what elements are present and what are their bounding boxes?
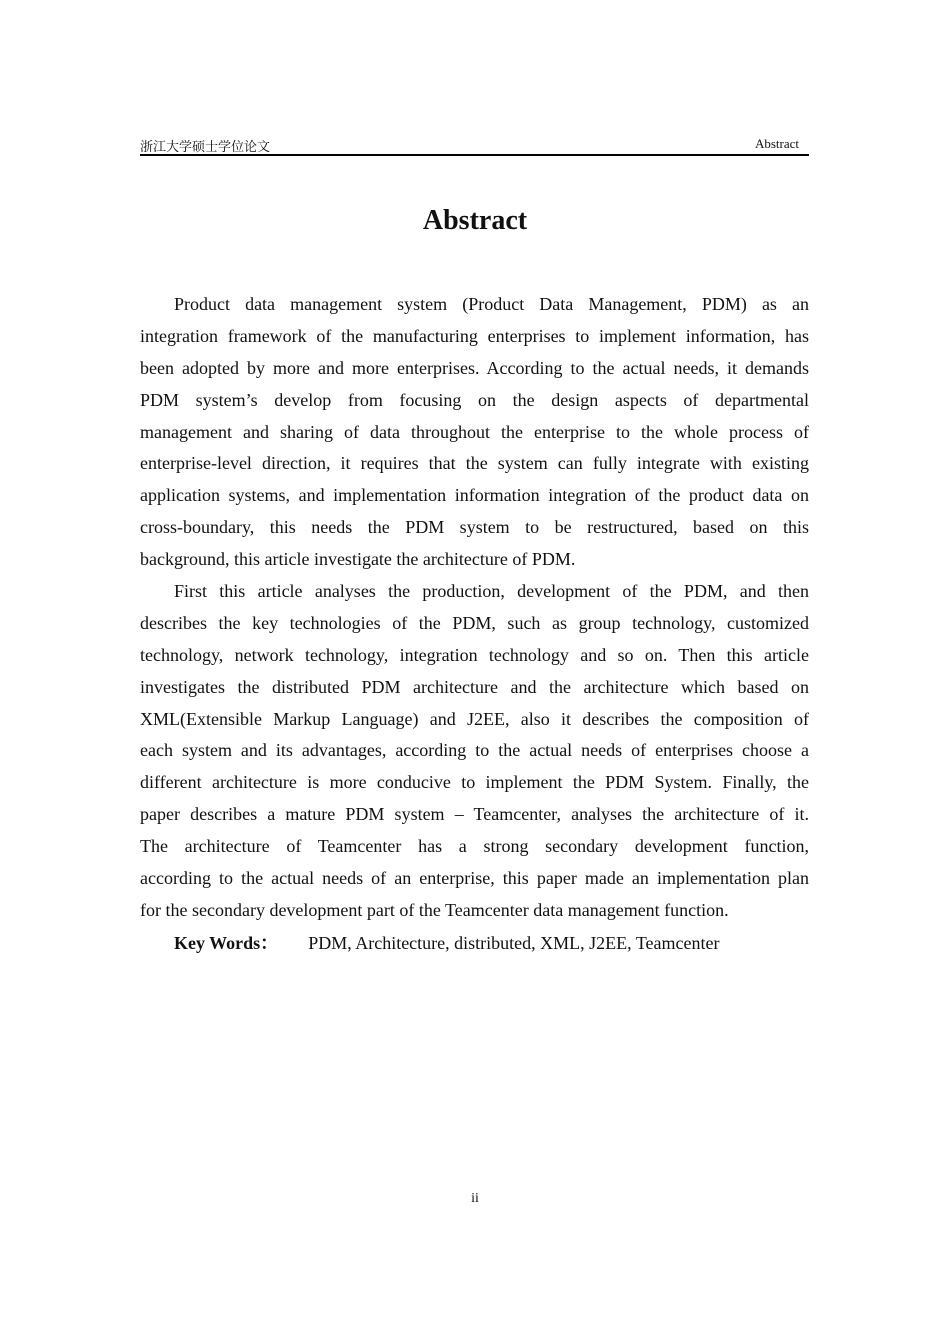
text-line: cross-boundary, this needs the PDM system to be restructured, based on this [140,517,809,538]
header-section: Abstract [754,136,799,151]
header-thesis-title: 浙江大学硕士学位论文 [140,139,271,154]
text-line: XML(Extensible Markup Language) and J2EE, also it describes the composition of [140,708,809,729]
text-line: application systems, and implementation information integration of the product data on [140,485,809,506]
paragraph [140,576,809,927]
abstract-body [140,289,809,959]
text-line: PDM system’s develop from focusing on the design aspects of departmental [140,389,809,410]
text-line: each system and its advantages, according to the actual needs of enterprises choose a [140,740,809,761]
text-line: technology, network technology, integration technology and so on. Then this article [140,644,809,665]
text-line: according to the actual needs of an enterprise, this paper made an implementation plan [140,868,809,889]
text-line: investigates the distributed PDM architecture and the architecture which based on [140,676,809,697]
text-line: integration framework of the manufacturing enterprises to implement information, has [140,325,809,346]
running-header [140,136,809,156]
text-line: been adopted by more and more enterprises. According to the actual needs, it demands [140,357,809,378]
text-line: for the secondary development part of the Teamcenter data management function. [140,899,729,920]
text-line: different architecture is more conducive to implement the PDM System. Finally, the [140,772,809,793]
text-line: enterprise-level direction, it requires that the system can fully integrate with existing [140,453,809,474]
keywords [140,927,809,959]
text-line: Product data management system (Product Data Management, PDM) as an [174,294,809,314]
text-line: management and sharing of data throughout the enterprise to the whole process of [140,421,809,442]
text-line: describes the key technologies of the PDM, such as group technology, customized [140,612,809,633]
text-line: The architecture of Teamcenter has a strong secondary development function, [140,836,809,857]
keywords-label: Key Words： [174,932,279,953]
page-number: ii [471,1191,479,1206]
page-title: Abstract [422,205,528,236]
keywords-value: PDM, Architecture, distributed, XML, J2EE, Teamcenter [308,932,720,953]
paragraph [140,289,809,576]
text-line: First this article analyses the production, development of the PDM, and then [174,581,809,602]
text-line: background, this article investigate the architecture of PDM. [140,549,576,570]
text-line: paper describes a mature PDM system – Teamcenter, analyses the architecture of it. [140,804,809,825]
